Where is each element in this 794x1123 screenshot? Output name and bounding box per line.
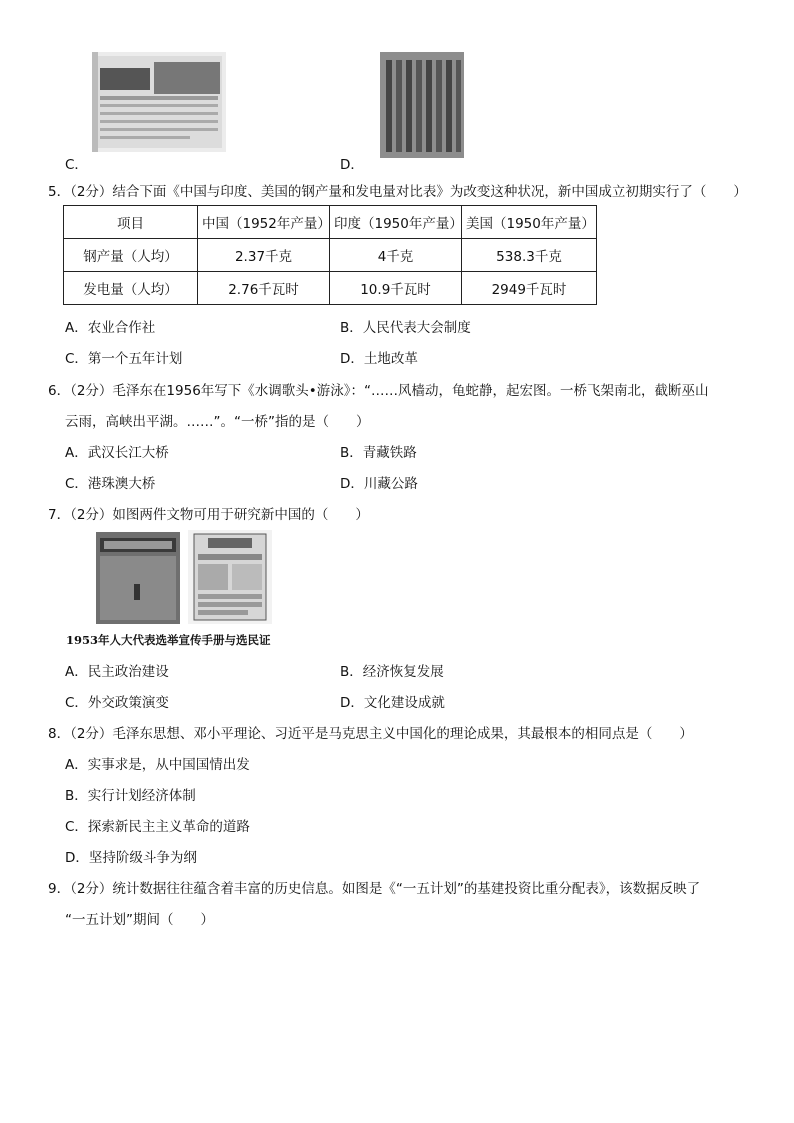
q6-option-b[interactable]: B．青藏铁路 — [340, 445, 417, 461]
table-cell: 2.76千瓦时 — [198, 272, 330, 305]
option-c-label: C． — [65, 157, 88, 173]
q7-stem: 7．（2分）如图两件文物可用于研究新中国的（ ） — [48, 507, 369, 523]
q6-stem-line1: 6．（2分）毛泽东在1956年写下《水调歌头•游泳》：“……风樯动，龟蛇静，起宏图。一桥飞架南北，截断巫山 — [48, 383, 709, 399]
q5-option-b[interactable]: B．人民代表大会制度 — [340, 320, 471, 336]
table-cell: 2949千瓦时 — [462, 272, 597, 305]
q8-option-d[interactable]: D．坚持阶级斗争为纲 — [65, 850, 197, 866]
q8-option-b[interactable]: B．实行计划经济体制 — [65, 788, 196, 804]
q8-option-c[interactable]: C．探索新民主主义革命的道路 — [65, 819, 250, 835]
handbook-image-graphic — [96, 532, 180, 624]
table-row — [64, 239, 597, 272]
table-cell: 4千克 — [330, 239, 462, 272]
table-header-row — [64, 206, 597, 239]
q5-option-a[interactable]: A．农业合作社 — [65, 320, 156, 336]
table-header-cell: 美国（1950年产量） — [462, 206, 597, 239]
q7-option-d[interactable]: D．文化建设成就 — [340, 695, 445, 711]
q6-option-a[interactable]: A．武汉长江大桥 — [65, 445, 169, 461]
q7-image-caption: 1953年人大代表选举宣传手册与选民证 — [66, 633, 271, 647]
option-c-newspaper-image — [92, 52, 226, 152]
q5-option-d[interactable]: D．土地改革 — [340, 351, 418, 367]
table-cell: 2.37千克 — [198, 239, 330, 272]
q6-stem-line2: 云雨，高峡出平湖。……”。“一桥”指的是（ ） — [65, 414, 370, 430]
q9-stem-line2: “一五计划”期间（ ） — [65, 912, 214, 928]
document-image-graphic — [380, 52, 464, 158]
q8-stem: 8．（2分）毛泽东思想、邓小平理论、习近平是马克思主义中国化的理论成果，其最根本的相同点是（ ） — [48, 726, 693, 742]
q5-option-c[interactable]: C．第一个五年计划 — [65, 351, 183, 367]
q6-option-c[interactable]: C．港珠澳大桥 — [65, 476, 156, 492]
option-d-label: D． — [340, 157, 364, 173]
q5-comparison-table — [63, 205, 597, 305]
table-cell: 10.9千瓦时 — [330, 272, 462, 305]
option-d-document-image — [380, 52, 464, 158]
newspaper-image-graphic — [92, 52, 226, 152]
q7-voter-card-image — [188, 530, 272, 624]
q7-handbook-image — [96, 532, 180, 624]
q9-stem-line1: 9．（2分）统计数据往往蕴含着丰富的历史信息。如图是《“一五计划”的基建投资比重分配表》，该数据反映了 — [48, 881, 701, 897]
table-header-cell: 中国（1952年产量） — [198, 206, 330, 239]
q7-option-a[interactable]: A．民主政治建设 — [65, 664, 169, 680]
q6-option-d[interactable]: D．川藏公路 — [340, 476, 418, 492]
q5-stem: 5．（2分）结合下面《中国与印度、美国的钢产量和发电量对比表》为改变这种状况，新中国成立初期实行了（ ） — [48, 184, 747, 200]
q7-option-c[interactable]: C．外交政策演变 — [65, 695, 169, 711]
table-cell: 538.3千克 — [462, 239, 597, 272]
q8-option-a[interactable]: A．实事求是，从中国国情出发 — [65, 757, 250, 773]
table-header-cell: 印度（1950年产量） — [330, 206, 462, 239]
table-cell: 钢产量（人均） — [64, 239, 198, 272]
table-cell: 发电量（人均） — [64, 272, 198, 305]
voter-card-image-graphic — [188, 530, 272, 624]
q7-option-b[interactable]: B．经济恢复发展 — [340, 664, 444, 680]
table-header-cell: 项目 — [64, 206, 198, 239]
table-row — [64, 272, 597, 305]
